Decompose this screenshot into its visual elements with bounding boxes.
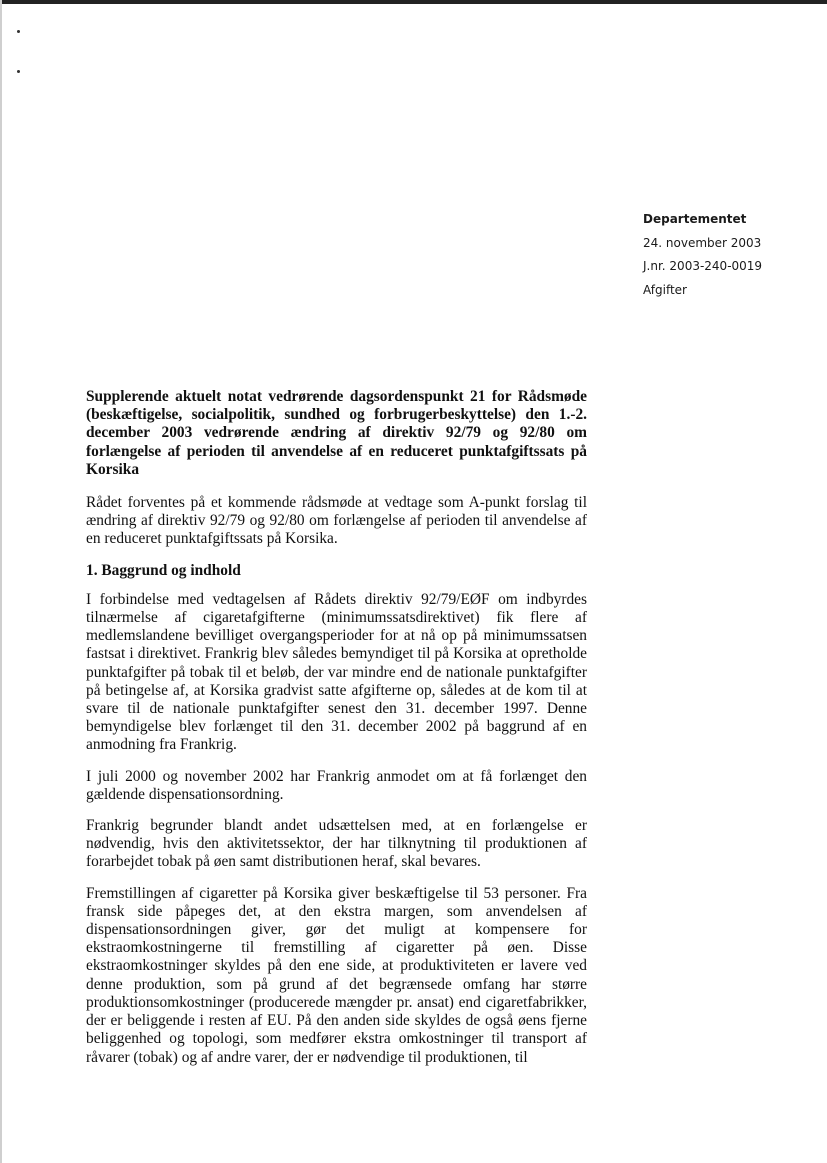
scan-top-edge (0, 0, 827, 4)
body-paragraph: I juli 2000 og november 2002 har Frankrig anmodet om at få forlænget den gældende dispensationsordning. (86, 767, 587, 803)
scan-speck (17, 70, 20, 73)
body-paragraph: I forbindelse med vedtagelsen af Rådets direktiv 92/79/EØF om indbyrdes tilnærmelse af cigaretafgifterne (minimumssatsdirektivet) fik flere af medlemslandene bevilliget overgangsperioder for at nå op på minimumssatsen fastsat i direktivet. Frankrig blev således bemyndiget til på Korsika at opretholde punktafgifter på tobak til et beløb, der var mindre end de nationale punktafgifter på betingelse af, at Korsika gradvist satte afgifterne op, således at de kom til at svare til de nationale punktafgifter senest den 31. december 1997. Denne bemyndigelse blev forlænget til den 31. december 2002 på baggrund af en anmodning fra Frankrig. (86, 590, 587, 754)
department-name: Departementet (643, 212, 747, 226)
lead-paragraph: Rådet forventes på et kommende rådsmøde at vedtage som A-punkt forslag til ændring af direktiv 92/79 og 92/80 om forlængelse af perioden til anvendelse af en reduceret punktafgiftssats på Korsika. (86, 494, 587, 548)
body-paragraph: Frankrig begrunder blandt andet udsættelsen med, at en forlængelse er nødvendig, hvis den aktivitetssektor, der har tilknytning til produktionen af forarbejdet tobak på øen samt distributionen heraf, skal bevares. (86, 817, 587, 871)
section-heading: 1. Baggrund og indhold (86, 561, 241, 579)
document-title: Supplerende aktuelt notat vedrørende dagsordenspunkt 21 for Rådsmøde (beskæftigelse, socialpolitik, sundhed og forbrugerbeskyttelse) den 1.-2. december 2003 vedrørende ændring af direktiv 92/79 og 92/80 om forlængelse af perioden til anvendelse af en reduceret punktafgiftssats på Korsika (86, 388, 587, 478)
office-name: Afgifter (643, 282, 687, 297)
scan-left-edge (0, 0, 2, 1163)
body-paragraph: Fremstillingen af cigaretter på Korsika giver beskæftigelse til 53 personer. Fra fransk side påpeges det, at den ekstra margen, som anvendelsen af dispensationsordningen giver, gør det muligt at kompensere for ekstraomkostningerne til fremstilling af cigaretter på øen. Disse ekstraomkostninger skyldes på den ene side, at produktiviteten er lavere ved denne produktion, som på grund af det begrænsede omfang har større produktionsomkostninger (producerede mængder pr. ansat) end cigaretfabrikker, der er beliggende i resten af EU. På den anden side skyldes de også øens fjerne beliggenhed og topologi, som medfører ekstra omkostninger til transport af råvarer (tobak) og af andre varer, der er nødvendige til produktionen, til (86, 884, 587, 1066)
document-body (86, 388, 587, 1080)
department-block (643, 208, 813, 302)
journal-number: J.nr. 2003-240-0019 (643, 259, 763, 273)
document-date: 24. november 2003 (643, 235, 762, 250)
scan-speck (17, 30, 20, 33)
